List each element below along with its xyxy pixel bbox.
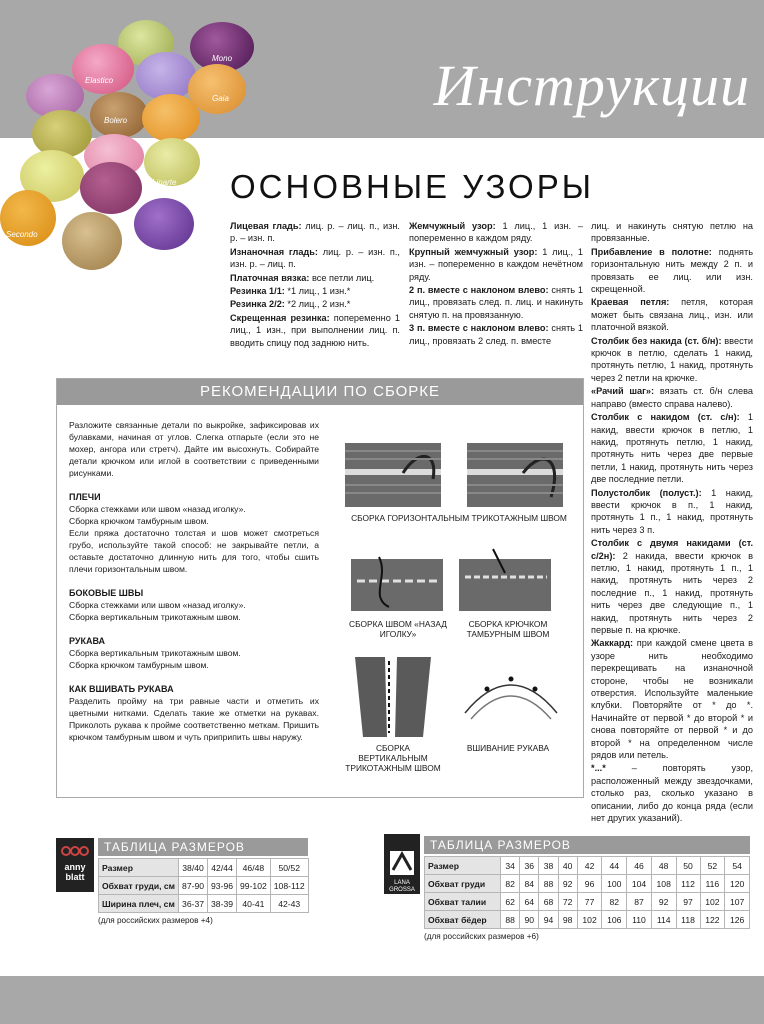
table-row: Обхват груди, см 87-90 93-96 99-102 108-112 (99, 877, 309, 895)
pattern-entry: Полустолбик (полуст.): 1 накид, ввести крючок в п., 1 накид, протянуть 1 п., 1 накид, протянуть нить через 3 п. (591, 487, 754, 535)
yarn-label: Bolero (104, 116, 128, 125)
pattern-entry: 2 п. вместе с наклоном влево: снять 1 лиц., провязать след. п. лиц. и накинуть снятую п. на провязанную. (409, 285, 583, 320)
text-line: Разделить пройму на три равные части и отметить их цветными нитками. Сделать такие же отметки на рукавах. Приколоть рукава к пройме соответственно меткам. Пришить крючком тамбурным швом и чуть приприпить швы наружу. (69, 696, 319, 742)
text-line: Сборка вертикальным трикотажным швом. (69, 648, 241, 658)
text-line: Сборка крючком тамбурным швом. (69, 660, 209, 670)
table-row: Обхват груди 82 84 88 92 96 100 104 108 112 116 120 (425, 875, 750, 893)
anny-blatt-logo (56, 838, 94, 892)
recommendations-text (69, 419, 319, 743)
horizontal-seam-illustration (343, 439, 575, 511)
size-table-note: (для российских размеров +6) (424, 932, 539, 941)
pattern-entry: 3 п. вместе с наклоном влево: снять 1 лиц., провязать 2 след. п. вместе (409, 323, 583, 346)
caption-horizontal: СБОРКА ГОРИЗОНТАЛЬНЫМ ТРИКОТАЖНЫМ ШВОМ (351, 513, 567, 523)
brand-name: LANA GROSSA (389, 880, 415, 893)
size-table-title: ТАБЛИЦА РАЗМЕРОВ (98, 838, 308, 856)
pattern-entry: Жемчужный узор: 1 лиц., 1 изн. – попеременно в каждом ряду. (409, 221, 583, 244)
pattern-entry: Лицевая гладь: лиц. р. – лиц. п., изн. р. – изн. п. (230, 221, 400, 244)
pattern-entry: Прибавление в полотне: поднять горизонтальную нить между 2 п. и провязать ее лиц. или изн. скрещенной. (591, 246, 753, 295)
vertical-seam-illustration (353, 655, 433, 739)
text-line: Сборка стежками или швом «назад иголку». (69, 600, 246, 610)
yarn-label: Gaia (212, 94, 229, 103)
text-line: Сборка стежками или швом «назад иголку». (69, 504, 246, 514)
text-line: Если пряжа достаточно толстая и шов может смотреться грубо, используйте такой способ: не закрывайте петли, а оставьте достаточно длинную нить для того, чтобы сшить плечи горизонтальным швом. (69, 528, 319, 574)
pattern-entry: Столбик без накида (ст. б/н): ввести крючок в петлю, сделать 1 накид, протянуть петлю, 1 накид, протянуть через 2 петли на крючке. (591, 335, 753, 383)
pattern-entry: Столбик с накидом (ст. с/н): 1 накид, ввести крючок в петлю, 1 накид, протянуть петлю, 1 накид, протянуть нить через две первые петли, 1 накид, протянуть нить через две последние петли. (591, 412, 753, 485)
anny-size-table (98, 858, 309, 913)
pattern-entry: Резинка 2/2: *2 лиц., 2 изн.* (230, 299, 351, 310)
pattern-entry: Краевая петля: петля, которая может быть связана лиц., изн. или платочной вязкой. (591, 297, 753, 333)
page-title: Инструкции (433, 53, 750, 118)
caption-backstitch: СБОРКА ШВОМ «НАЗАД ИГОЛКУ» (349, 619, 447, 639)
table-row: Размер 34 36 38 40 42 44 46 48 50 52 54 (425, 857, 750, 875)
pattern-entry: Жаккард: при каждой смене цвета в узоре нить необходимо перекрещивать на изнаночной стороне, чтобы не возникали отверстия. Используйте маленькие клубки. Повторяйте от * до *. Начинайте от первой * до второй * и снова повторяйте от первой * и до второй * на определенном числе рядов или петель. (591, 638, 753, 761)
brand-name: anny blatt (64, 862, 86, 882)
subsection-heading: БОКОВЫЕ ШВЫ (69, 588, 144, 598)
sleeve-insertion-illustration (461, 663, 561, 727)
footer-band (0, 976, 764, 1024)
size-table-note: (для российских размеров +4) (98, 916, 213, 925)
recommendations-box (56, 378, 584, 798)
subsection-heading: ПЛЕЧИ (69, 492, 101, 502)
pattern-entry: Резинка 1/1: *1 лиц., 1 изн.* (230, 286, 351, 297)
backstitch-illustration (349, 547, 447, 613)
yarn-label: Linarte (152, 178, 177, 187)
pattern-entry: Крупный жемчужный узор: 1 лиц., 1 изн. – попеременно в каждом нечётном ряду. (409, 246, 583, 282)
patterns-column-2 (409, 220, 583, 348)
recommendations-intro: Разложите связанные детали по выкройке, зафиксировав их булавками, начиная от углов. Слегка отпарьте (если это не мохер, ангора или стретч). Дайте им высохнуть. Собирайте детали крючком или иглой в соответствии с приведенными рисунками. (69, 420, 319, 478)
table-row: Ширина плеч, см 36-37 38-39 40-41 42-43 (99, 895, 309, 913)
yarn-label: Mono (212, 54, 233, 63)
table-row: Обхват талии 62 64 68 72 77 82 87 92 97 102 107 (425, 893, 750, 911)
pattern-entry: Изнаночная гладь: лиц. р. – изн. п., изн. р. – лиц. п. (230, 246, 400, 270)
crochet-seam-illustration (457, 547, 555, 613)
subsection-heading: РУКАВА (69, 636, 106, 646)
caption-crochet: СБОРКА КРЮЧКОМ ТАМБУРНЫМ ШВОМ (466, 619, 550, 639)
text-line: Сборка крючком тамбурным швом. (69, 516, 209, 526)
yarn-label: Elastico (85, 76, 114, 85)
patterns-column-3 (591, 220, 753, 826)
caption-vertical: СБОРКА ВЕРТИКАЛЬНЫМ ТРИКОТАЖНЫМ ШВОМ (345, 743, 441, 773)
patterns-column-1 (230, 220, 400, 350)
text-line: Сборка вертикальным трикотажным швом. (69, 612, 241, 622)
pattern-entry: Скрещенная резинка: попеременно 1 лиц., 1 изн., при выполнении лиц. п. вводить спицу под заднюю нить. (230, 312, 400, 348)
lana-size-table (424, 856, 750, 929)
caption-sleeve: ВШИВАНИЕ РУКАВА (466, 743, 550, 753)
pattern-entry: *...* – повторять узор, расположенный между звездочками, столько раз, сколько указано в описании, либо до конца ряда (если нет других указаний). (591, 763, 753, 824)
subsection-heading: КАК ВШИВАТЬ РУКАВА (69, 684, 174, 694)
pattern-entry: «Рачий шаг»: вязать ст. б/н слева направо (вместо справа налево). (591, 386, 753, 409)
recommendations-title: РЕКОМЕНДАЦИИ ПО СБОРКЕ (57, 379, 583, 405)
yarn-label: Secondo (6, 230, 38, 239)
section-title: ОСНОВНЫЕ УЗОРЫ (230, 168, 594, 205)
lana-grossa-logo (384, 834, 420, 894)
table-row: Обхват бёдер 88 90 94 98 102 106 110 114 118 122 126 (425, 911, 750, 929)
pattern-entry: Платочная вязка: все петли лиц. (230, 272, 375, 283)
table-row: Размер 38/40 42/44 46/48 50/52 (99, 859, 309, 877)
anny-blatt-ornament-icon (60, 842, 90, 860)
pattern-entry: лиц. и накинуть снятую петлю на провязанные. (591, 221, 753, 244)
size-table-title: ТАБЛИЦА РАЗМЕРОВ (424, 836, 750, 854)
pattern-entry: Столбик с двумя накидами (ст. с/2н): 2 накида, ввести крючок в петлю, 1 накид, протянуть 1 п., 1 накид, протянуть нить через 2 последние п., 1 накид, протянуть нить через две следующие п., 1 накид, протянуть нить через 2 первые п. на крючке. (591, 538, 753, 635)
lana-grossa-mark-icon (387, 848, 417, 878)
